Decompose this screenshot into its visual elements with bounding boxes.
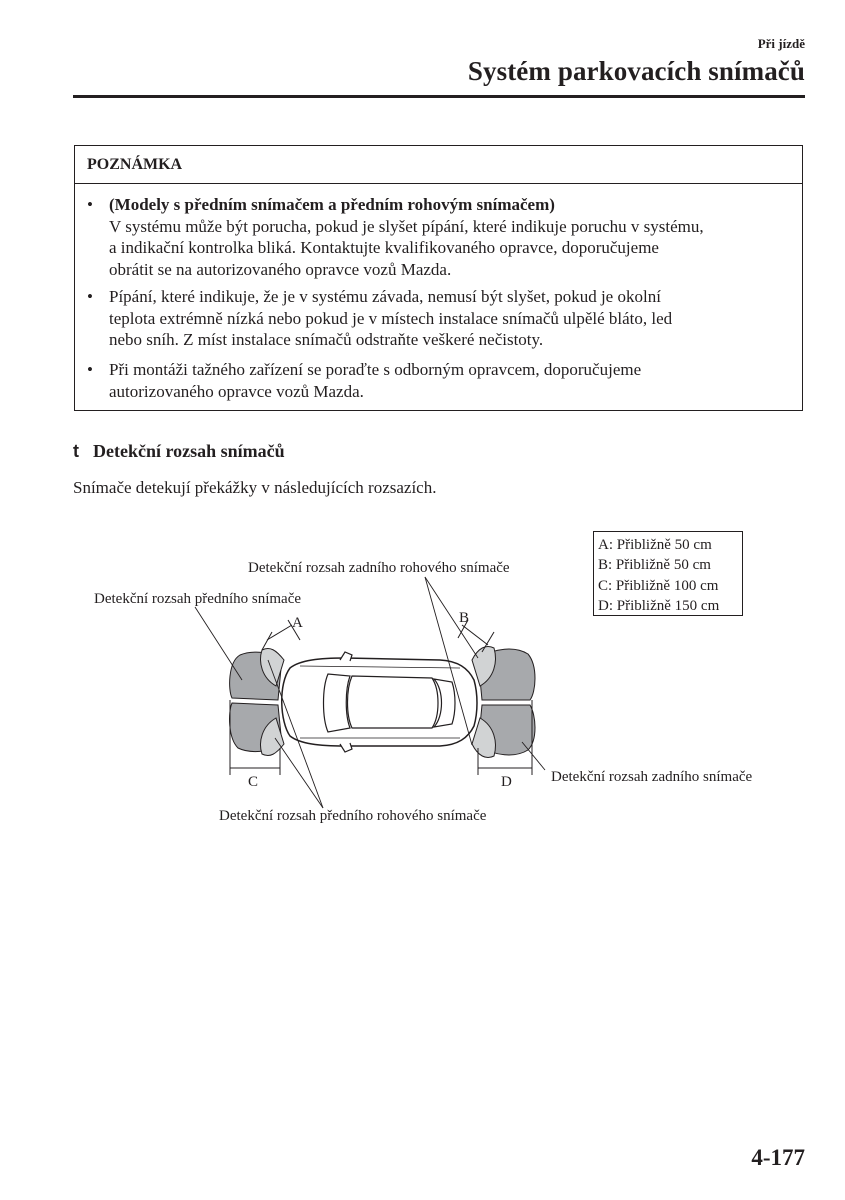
section-label: Při jízdě — [757, 36, 805, 51]
label-rear-corner-range: Detekční rozsah zadního rohového snímače — [248, 560, 510, 576]
mirror-bottom-icon — [340, 743, 352, 752]
page-number: 4-177 — [751, 1145, 805, 1170]
car-roof — [348, 676, 439, 728]
bullet-icon: • — [87, 360, 93, 379]
intro-text: Snímače detekují překážky v následujících rozsazích. — [73, 478, 437, 497]
mirror-top-icon — [340, 652, 352, 661]
dim-a-line — [267, 625, 292, 640]
legend-item: D: Přibližně 150 cm — [598, 597, 720, 614]
section-marker-icon: t — [73, 441, 79, 461]
car-windshield — [324, 674, 351, 732]
legend-item: A: Přibližně 50 cm — [598, 537, 712, 553]
note-line: V systému může být porucha, pokud je slyšet pípání, které indikuje poruchu v systému, — [109, 216, 704, 236]
leader-front — [195, 607, 242, 680]
subsection-title: Detekční rozsah snímačů — [93, 441, 285, 461]
note-line: Při montáži tažného zařízení se poraďte s odborným opravcem, doporučujeme — [109, 360, 642, 379]
note-line: autorizovaného opravce vozů Mazda. — [109, 381, 364, 401]
dim-letter-d: D — [501, 774, 512, 790]
note-line: Pípání, které indikuje, že je v systému závada, nemusí být slyšet, pokud je okolní — [109, 287, 661, 306]
front-corner-sensor-zones — [261, 648, 284, 755]
note-line: a indikační kontrolka bliká. Kontaktujte kvalifikovaného opravce, doporučujeme — [109, 238, 659, 257]
note-line: teplota extrémně nízká nebo pokud je v místech instalace snímačů ulpělé bláto, led — [109, 308, 673, 328]
leader-front-corner-2 — [275, 738, 323, 808]
car-top-view — [282, 652, 477, 752]
note-heading: POZNÁMKA — [75, 146, 802, 184]
dim-b-line — [462, 625, 488, 645]
note-line: obrátit se na autorizovaného opravce vozů Mazda. — [109, 259, 452, 279]
note-item-bold-line: (Modely s předním snímačem a předním rohovým snímačem) — [109, 195, 555, 214]
leader-rear — [522, 742, 545, 770]
label-front-corner-range: Detekční rozsah předního rohového snímače — [219, 808, 487, 824]
dim-letter-c: C — [248, 774, 259, 790]
page-title: Systém parkovacích snímačů — [467, 56, 805, 86]
bullet-icon: • — [87, 287, 93, 306]
leader-rear-corner-1 — [425, 577, 478, 658]
legend-item: C: Přibližně 100 cm — [598, 577, 719, 594]
dim-letter-b: B — [459, 610, 470, 626]
label-front-range: Detekční rozsah předního snímače — [94, 591, 302, 607]
note-line: nebo sníh. Z míst instalace snímačů odstraňte veškeré nečistoty. — [109, 330, 544, 349]
dim-a-arrow-start — [262, 632, 272, 650]
distance-legend — [593, 531, 743, 616]
dim-letter-a: A — [292, 615, 303, 631]
label-rear-range: Detekční rozsah zadního snímače — [551, 769, 753, 785]
legend-item: B: Přibližně 50 cm — [598, 557, 711, 574]
bullet-icon: • — [87, 195, 93, 214]
